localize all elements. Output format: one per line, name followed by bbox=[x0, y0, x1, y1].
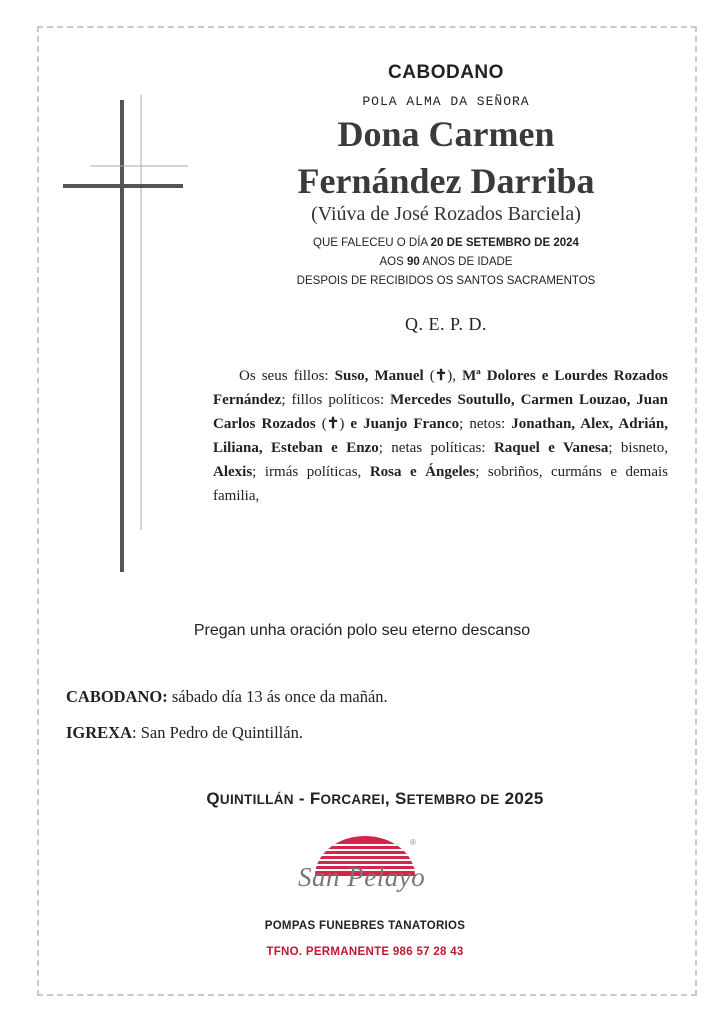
names: e Juanjo Franco bbox=[350, 416, 460, 432]
place-date bbox=[0, 789, 724, 809]
text: ; sobriños, curmáns e demais familia, bbox=[213, 464, 668, 504]
text: ) bbox=[339, 416, 351, 432]
text: Os seus fillos: bbox=[239, 368, 335, 384]
company-tagline: POMPAS FUNEBRES TANATORIOS bbox=[264, 920, 466, 932]
age: 90 bbox=[407, 256, 420, 268]
phone-number: TFNO. PERMANENTE 986 57 28 43 bbox=[266, 946, 464, 958]
church-label: IGREXA bbox=[66, 723, 133, 742]
prayer-for: POLA ALMA DA SEÑORA bbox=[362, 94, 530, 109]
text: S bbox=[394, 789, 407, 808]
cross-icon: ✝ bbox=[326, 416, 340, 432]
text: F bbox=[309, 789, 321, 808]
text: - bbox=[293, 789, 310, 808]
age-suffix: ANOS DE IDADE bbox=[422, 256, 513, 268]
text: ( bbox=[315, 416, 327, 432]
cross-icon bbox=[55, 90, 195, 580]
family-paragraph bbox=[213, 364, 668, 508]
death-date-line bbox=[186, 237, 706, 249]
sacraments: DESPOIS DE RECIBIDOS OS SANTOS SACRAMENTOS bbox=[296, 275, 596, 287]
names: Raquel e Vanesa bbox=[493, 440, 609, 456]
church-text: : San Pedro de Quintillán. bbox=[132, 723, 303, 742]
names: Jonathan, Alex, Adrián, Liliana, Esteban e Enzo bbox=[213, 416, 668, 456]
text: ORCAREI bbox=[320, 792, 385, 807]
text: , bbox=[384, 789, 395, 808]
ceremony-info bbox=[66, 687, 388, 707]
event-title: CABODANO bbox=[388, 62, 504, 83]
logo-name: San Pelayo bbox=[298, 862, 426, 892]
text: 2025 bbox=[499, 789, 544, 808]
text: UINTILLÁN bbox=[219, 792, 294, 807]
names: Mercedes Soutullo, Carmen Louzao, Juan Carlos Rozados bbox=[213, 392, 668, 432]
text: ; irmás políticas, bbox=[252, 464, 370, 480]
ceremony-label: CABODANO: bbox=[66, 687, 168, 706]
rip: Q. E. P. D. bbox=[404, 314, 487, 334]
cross-icon: ✝ bbox=[434, 368, 448, 384]
text: Q bbox=[206, 789, 220, 808]
text: ), bbox=[447, 368, 463, 384]
deceased-name-line1: Dona Carmen bbox=[337, 114, 555, 154]
names: Mª Dolores e Lourdes Rozados Fernández bbox=[213, 368, 668, 408]
company-logo bbox=[290, 832, 440, 907]
widow-of: (Viúva de José Rozados Barciela) bbox=[311, 203, 581, 225]
names: Suso, Manuel bbox=[334, 368, 424, 384]
text: ( bbox=[423, 368, 435, 384]
church-info bbox=[66, 723, 303, 743]
text: ; netas políticas: bbox=[378, 440, 494, 456]
age-line bbox=[186, 256, 706, 268]
death-prefix: QUE FALECEU O DÍA bbox=[313, 237, 428, 249]
age-prefix: AOS bbox=[379, 256, 404, 268]
text: ; netos: bbox=[459, 416, 512, 432]
ceremony-text: sábado día 13 ás once da mañán. bbox=[167, 687, 388, 706]
text: ; fillos políticos: bbox=[281, 392, 391, 408]
names: Rosa e Ángeles bbox=[369, 464, 476, 480]
death-date: 20 DE SETEMBRO DE 2024 bbox=[430, 237, 579, 249]
registered-icon: ® bbox=[410, 838, 416, 847]
text: ; bisneto, bbox=[608, 440, 668, 456]
text: ETEMBRO DE bbox=[406, 792, 500, 807]
deceased-name-line2: Fernández Darriba bbox=[297, 161, 595, 201]
names: Alexis bbox=[213, 464, 253, 480]
prayer-request: Pregan unha oración polo seu eterno descanso bbox=[193, 622, 531, 639]
